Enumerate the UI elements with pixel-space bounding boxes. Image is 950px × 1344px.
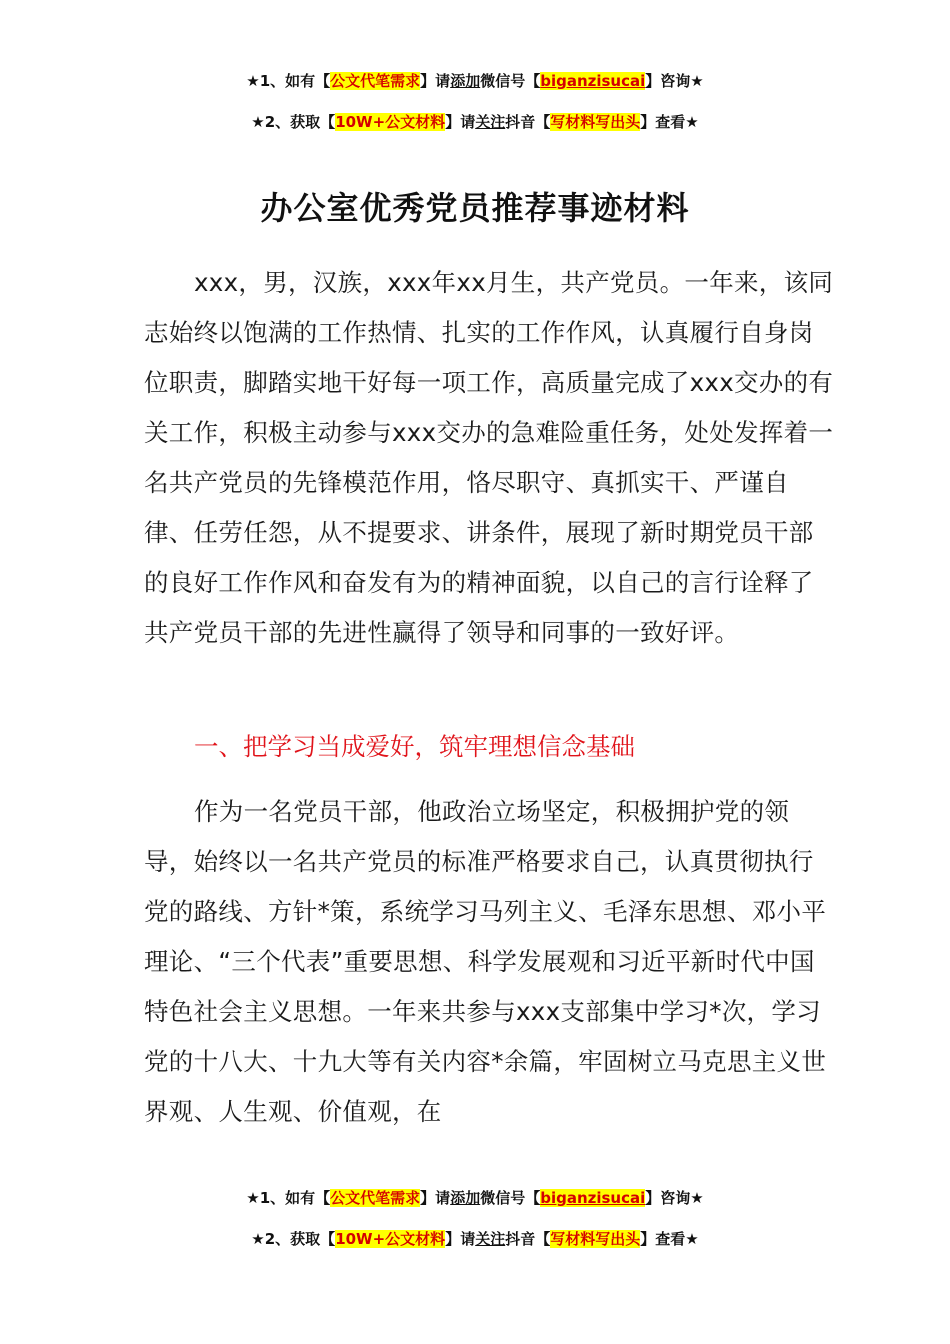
banner-text: 】咨询★ bbox=[645, 1189, 704, 1207]
wechat-id-link[interactable]: biganzisucai bbox=[540, 1189, 646, 1207]
banner-text: 】咨询★ bbox=[645, 72, 704, 90]
paragraph-intro: xxx，男，汉族，xxx年xx月生，共产党员。一年来，该同志始终以饱满的工作热情、扎实的工作作风，认真履行自身岗位职责，脚踏实地干好每一项工作，高质量完成了xxx交办的有关工作，积极主动参与xxx交办的急难险重任务，处处发挥着一名共产党员的先锋模范作用，恪尽职守、真抓实干、严谨自律、任劳任怨，从不提要求、讲条件，展现了新时期党员干部的良好工作作风和奋发有为的精神面貌，以自己的言行诠释了共产党员干部的先进性赢得了领导和同事的一致好评。 bbox=[144, 268, 834, 647]
banner-text: ★1、如有【 bbox=[246, 72, 331, 90]
banner-text: ★2、获取【 bbox=[251, 113, 336, 131]
banner-line-2 bbox=[0, 1228, 950, 1249]
banner-highlight: 写材料写出头 bbox=[550, 1230, 641, 1248]
banner-emphasis: 关注 bbox=[475, 113, 506, 131]
banner-line-2 bbox=[0, 111, 950, 132]
paragraph-study: 作为一名党员干部，他政治立场坚定，积极拥护党的领导，始终以一名共产党员的标准严格要求自己，认真贯彻执行党的路线、方针*策，系统学习马列主义、毛泽东思想、邓小平理论、“三个代表”重要思想、科学发展观和习近平新时代中国特色社会主义思想。一年来共参与xxx支部集中学习*次，学习党的十八大、十九大等有关内容*余篇，牢固树立马克思主义世界观、人生观、价值观，在 bbox=[144, 797, 827, 1126]
banner-text: 抖音【 bbox=[505, 1230, 551, 1248]
banner-emphasis: 添加 bbox=[450, 1189, 481, 1207]
banner-highlight: 公文代笔需求 bbox=[330, 1189, 421, 1207]
banner-line-1 bbox=[0, 70, 950, 91]
banner-highlight: 公文代笔需求 bbox=[330, 72, 421, 90]
banner-text: 】查看★ bbox=[640, 113, 699, 131]
banner-text: 】请 bbox=[445, 113, 476, 131]
banner-text: 】请 bbox=[445, 1230, 476, 1248]
wechat-id-link[interactable]: biganzisucai bbox=[540, 72, 646, 90]
banner-text: 】请 bbox=[420, 72, 451, 90]
banner-line-1 bbox=[0, 1187, 950, 1208]
banner-text: 抖音【 bbox=[505, 113, 551, 131]
banner-text: ★2、获取【 bbox=[251, 1230, 336, 1248]
banner-emphasis: 添加 bbox=[450, 72, 481, 90]
banner-text: 】查看★ bbox=[640, 1230, 699, 1248]
banner-text: 】请 bbox=[420, 1189, 451, 1207]
banner-emphasis: 关注 bbox=[475, 1230, 506, 1248]
section-heading-1: 一、把学习当成爱好，筑牢理想信念基础 bbox=[194, 732, 635, 761]
banner-highlight: 10W+公文材料 bbox=[335, 1230, 446, 1248]
banner-text: ★1、如有【 bbox=[246, 1189, 331, 1207]
banner-text: 微信号【 bbox=[480, 1189, 541, 1207]
banner-highlight: 10W+公文材料 bbox=[335, 113, 446, 131]
document-title: 办公室优秀党员推荐事迹材料 bbox=[260, 189, 690, 227]
banner-highlight: 写材料写出头 bbox=[550, 113, 641, 131]
banner-text: 微信号【 bbox=[480, 72, 541, 90]
